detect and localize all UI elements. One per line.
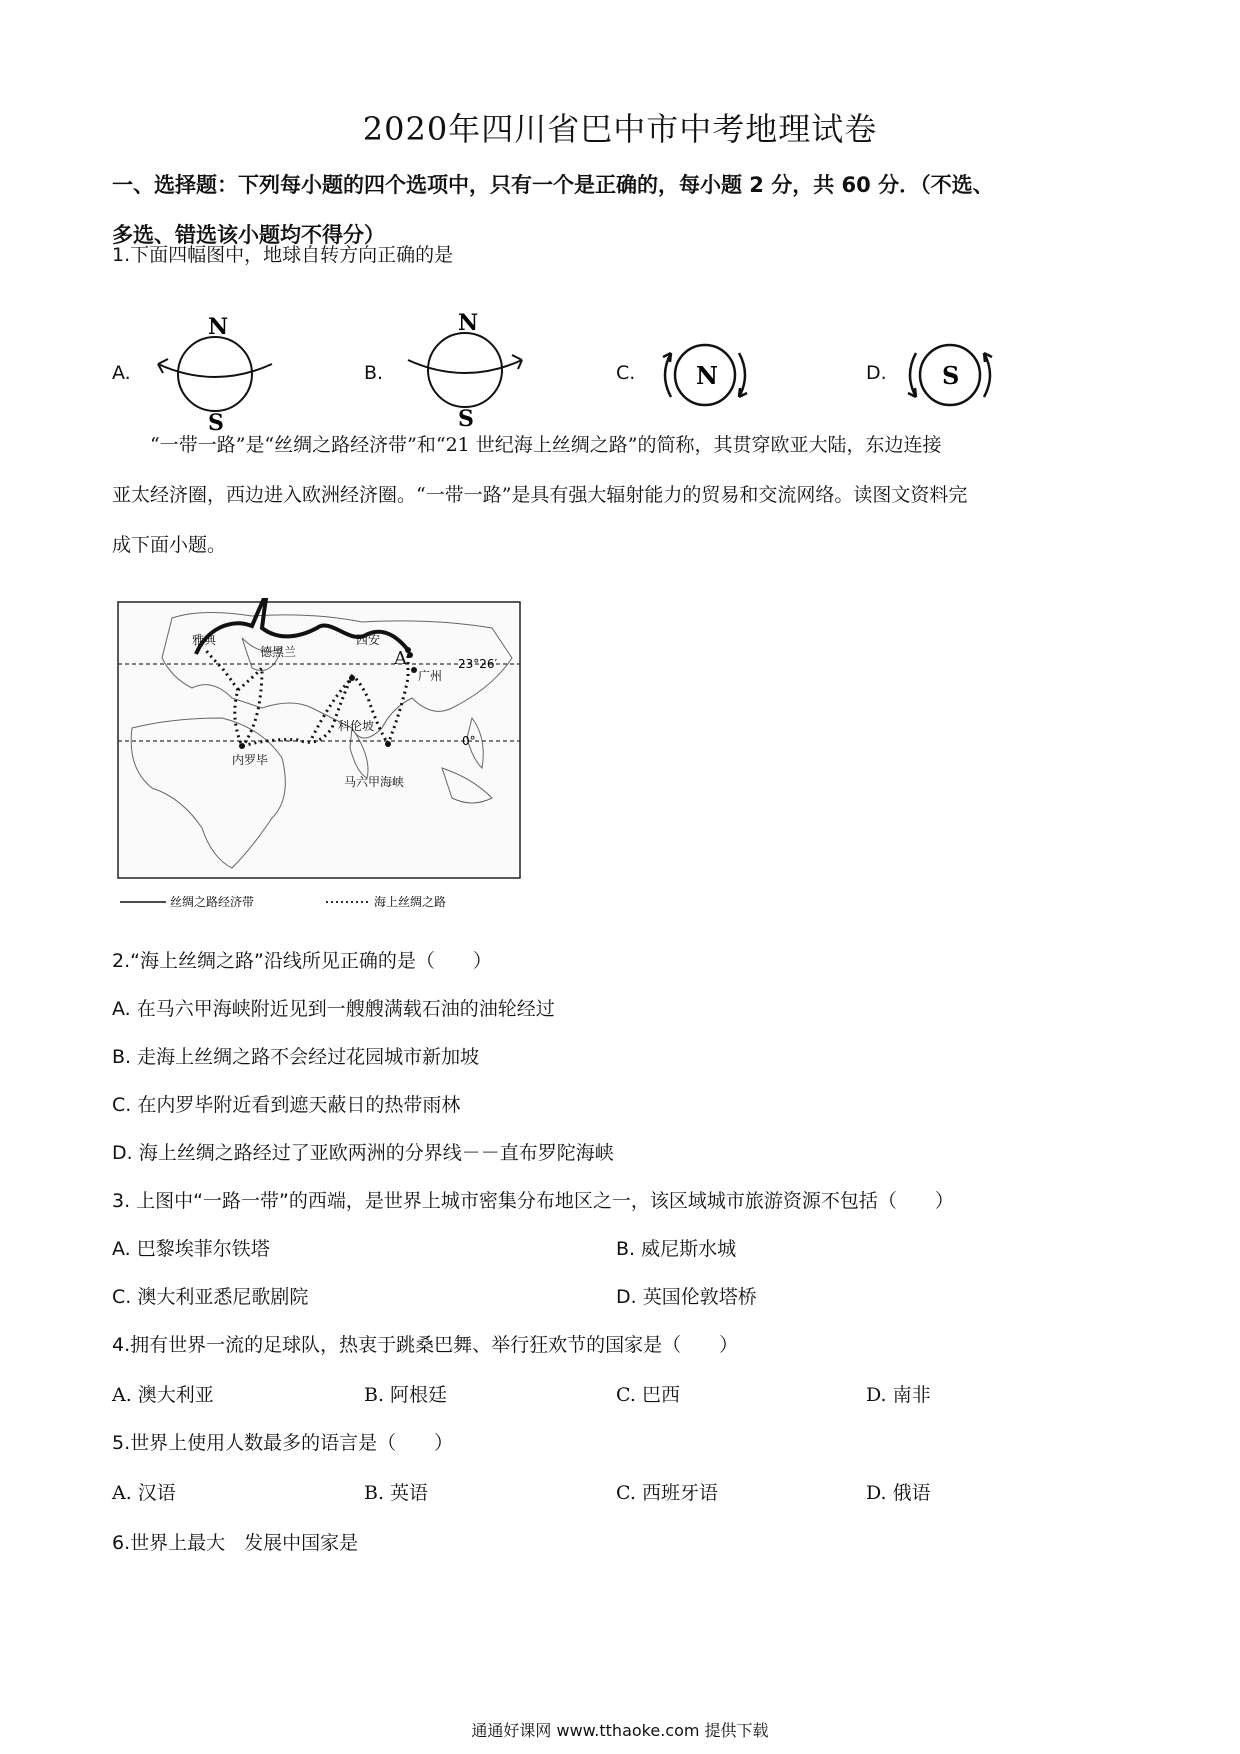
legend-belt-label: 丝绸之路经济带 — [170, 895, 255, 909]
passage-line1: “一带一路”是“丝绸之路经济带”和“21 世纪海上丝绸之路”的简称，其贯穿欧亚大陆，东边连接 — [150, 434, 942, 456]
q2-option-a: A. 在马六甲海峡附近见到一艘艘满载石油的油轮经过 — [112, 998, 555, 1020]
tropic-label: 23°26′ — [458, 657, 498, 671]
q5-option-c: C. 西班牙语 — [616, 1482, 718, 1504]
north-label: N — [696, 361, 718, 390]
map-label-xian: 西安 — [356, 633, 381, 647]
section-heading-line1: 一、选择题：下列每小题的四个选项中，只有一个是正确的，每小题 2 分，共 60 分．（不选、 — [112, 173, 994, 197]
q4-option-b: B. 阿根廷 — [364, 1384, 448, 1406]
q4-option-a: A. 澳大利亚 — [112, 1384, 214, 1406]
map-label-malacca: 马六甲海峡 — [344, 775, 405, 789]
q4-option-c: C. 巴西 — [616, 1384, 680, 1406]
map-label-a: A — [394, 648, 407, 669]
q5-option-a: A. 汉语 — [112, 1482, 176, 1504]
q1-option-c-label: C. — [616, 362, 636, 384]
map-label-nairobi: 内罗毕 — [232, 753, 269, 767]
map-label-guangzhou: 广州 — [418, 669, 443, 683]
globe-diagram-b — [390, 308, 540, 434]
globe-diagram-d — [900, 335, 1000, 415]
q5-option-b: B. 英语 — [364, 1482, 429, 1504]
q3-option-b: B. 威尼斯水城 — [616, 1238, 737, 1260]
q3-option-d: D. 英国伦敦塔桥 — [616, 1286, 757, 1308]
q3-option-a: A. 巴黎埃菲尔铁塔 — [112, 1238, 270, 1260]
question-1-stem: 1.下面四幅图中，地球自转方向正确的是 — [112, 244, 454, 266]
globe-diagram-c — [655, 335, 755, 415]
south-label: S — [208, 410, 224, 436]
q5-option-d: D. 俄语 — [866, 1482, 931, 1504]
a-point — [407, 652, 413, 658]
map-label-venice: 雅典 — [192, 633, 217, 647]
question-2-stem: 2.“海上丝绸之路”沿线所见正确的是（ ） — [112, 950, 492, 972]
q4-option-d: D. 南非 — [866, 1384, 931, 1406]
passage-line3: 成下面小题。 — [112, 534, 227, 556]
south-label: S — [458, 406, 474, 432]
section-heading-line2: 多选、错选该小题均不得分） — [112, 223, 385, 247]
page-title: 2020年四川省巴中市中考地理试卷 — [362, 110, 878, 148]
legend-sea-label: 海上丝绸之路 — [374, 895, 447, 909]
nairobi-point — [239, 743, 245, 749]
south-label: S — [942, 361, 960, 390]
question-5-stem: 5.世界上使用人数最多的语言是（ ） — [112, 1432, 454, 1454]
q3-option-c: C. 澳大利亚悉尼歌剧院 — [112, 1286, 309, 1308]
guangzhou-point — [411, 667, 417, 673]
page-footer: 通通好课网 www.tthaoke.com 提供下载 — [471, 1721, 769, 1740]
passage-line2: 亚太经济圈，西边进入欧洲经济圈。“一带一路”是具有强大辐射能力的贸易和交流网络。读图文资料完 — [112, 484, 968, 506]
malacca-point — [385, 741, 391, 747]
north-label: N — [458, 310, 479, 336]
q2-option-d: D. 海上丝绸之路经过了亚欧两洲的分界线－－直布罗陀海峡 — [112, 1142, 614, 1164]
q1-option-a-label: A. — [112, 362, 131, 384]
map-label-tehran: 德黑兰 — [260, 645, 297, 659]
q1-option-d-label: D. — [866, 362, 887, 384]
belt-road-map — [112, 598, 582, 928]
question-3-stem: 3. 上图中“一路一带”的西端，是世界上城市密集分布地区之一，该区域城市旅游资源不包括（ ） — [112, 1190, 954, 1212]
equator-label: 0° — [462, 734, 476, 748]
question-4-stem: 4.拥有世界一流的足球队，热衷于跳桑巴舞、举行狂欢节的国家是（ ） — [112, 1334, 739, 1356]
reading-passage — [112, 420, 1142, 570]
question-6-stem: 6.世界上最大 发展中国家是 — [112, 1532, 359, 1554]
colombo-point — [349, 675, 355, 681]
north-label: N — [208, 314, 229, 340]
map-label-colombo: 科伦坡 — [338, 719, 375, 733]
q2-option-c: C. 在内罗毕附近看到遮天蔽日的热带雨林 — [112, 1094, 461, 1116]
q2-option-b: B. 走海上丝绸之路不会经过花园城市新加坡 — [112, 1046, 480, 1068]
q1-option-b-label: B. — [364, 362, 384, 384]
